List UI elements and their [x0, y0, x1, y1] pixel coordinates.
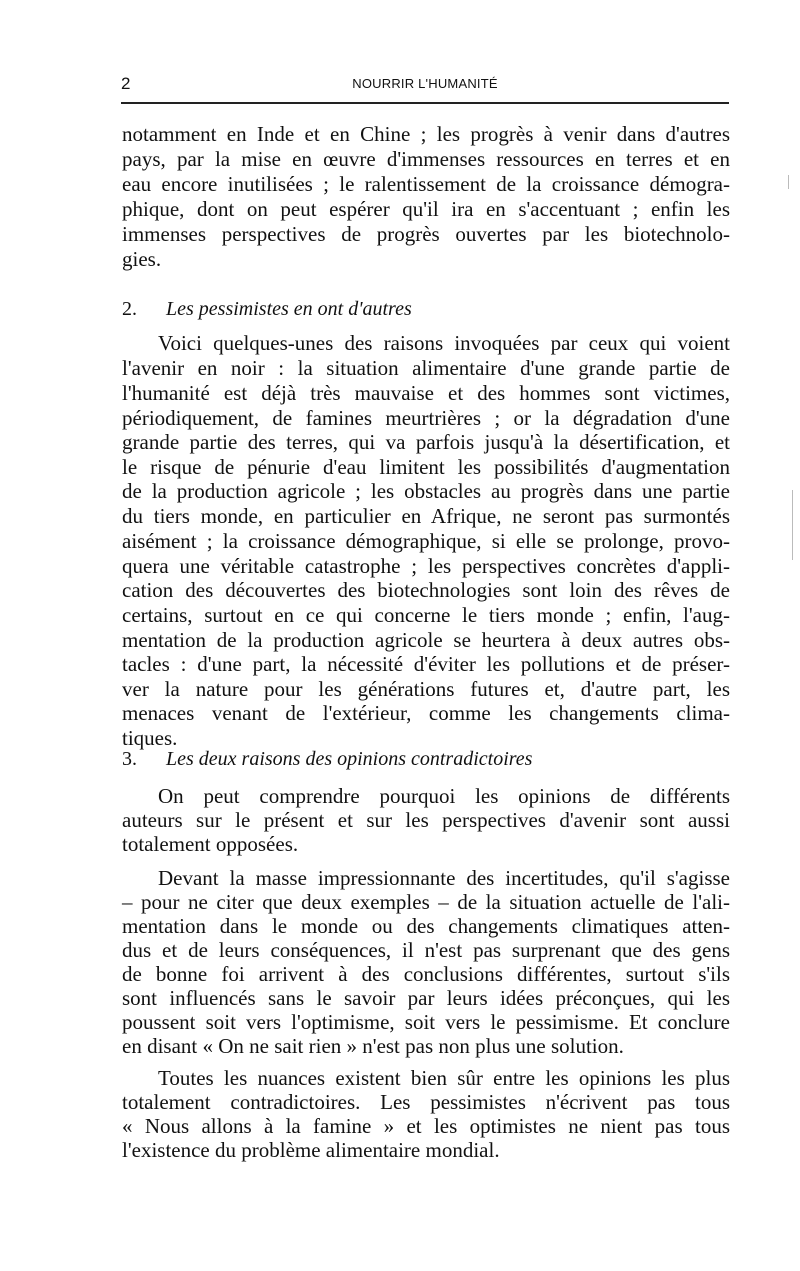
section-heading-2: [122, 298, 412, 321]
text-line: de bonne foi arrivent à des conclusions différentes, surtout s'ils: [122, 962, 730, 986]
text-line: le risque de pénurie d'eau limitent les possibilités d'augmentation: [122, 455, 730, 479]
section-title: Les deux raisons des opinions contradictoires: [166, 748, 533, 770]
text-line: mentation de la production agricole se heurtera à deux autres obs-: [122, 628, 730, 652]
section-number: 3.: [122, 748, 137, 770]
text-line: Devant la masse impressionnante des incertitudes, qu'il s'agisse: [158, 866, 730, 890]
text-line: ver la nature pour les générations futures et, d'autre part, les: [122, 677, 730, 701]
text-line: sont influencés sans le savoir par leurs idées préconçues, qui les: [122, 986, 730, 1010]
running-title: NOURRIR L'HUMANITÉ: [352, 76, 498, 91]
text-line: phique, dont on peut espérer qu'il ira en s'accentuant ; enfin les: [122, 197, 730, 221]
text-line: l'humanité est déjà très mauvaise et des hommes sont victimes,: [122, 381, 730, 405]
section-heading-3: [122, 748, 532, 771]
text-line: dus et de leurs conséquences, il n'est pas surprenant que des gens: [122, 938, 730, 962]
page-header: [121, 70, 729, 102]
text-line: certains, surtout en ce qui concerne le tiers monde ; enfin, l'aug-: [122, 603, 730, 627]
text-line: auteurs sur le présent et sur les perspectives d'avenir sont aussi: [122, 808, 730, 832]
text-line: de la production agricole ; les obstacles au progrès dans une partie: [122, 479, 730, 503]
text-line: périodiquement, de famines meurtrières ; or la dégradation d'une: [122, 406, 730, 430]
text-line: pays, par la mise en œuvre d'immenses ressources en terres et en: [122, 147, 730, 171]
text-line: l'existence du problème alimentaire mondial.: [122, 1138, 500, 1162]
text-line: du tiers monde, en particulier en Afrique, ne seront pas surmontés: [122, 504, 730, 528]
text-line: grande partie des terres, qui va parfois jusqu'à la désertification, et: [122, 430, 730, 454]
text-line: On peut comprendre pourquoi les opinions de différents: [158, 784, 730, 808]
text-line: immenses perspectives de progrès ouvertes par les biotechnolo-: [122, 222, 730, 246]
text-line: totalement opposées.: [122, 832, 299, 856]
section-title: Les pessimistes en ont d'autres: [166, 298, 412, 320]
text-line: Toutes les nuances existent bien sûr entre les opinions les plus: [158, 1066, 730, 1090]
page-number: 2: [121, 74, 131, 93]
text-line: tiques.: [122, 726, 178, 750]
text-line: aisément ; la croissance démographique, si elle se prolonge, provo-: [122, 529, 730, 553]
text-line: poussent soit vers l'optimisme, soit vers le pessimisme. Et conclure: [122, 1010, 730, 1034]
section-number: 2.: [122, 298, 137, 320]
text-line: l'avenir en noir : la situation alimentaire d'une grande partie de: [122, 356, 730, 380]
text-line: totalement contradictoires. Les pessimistes n'écrivent pas tous: [122, 1090, 730, 1114]
text-line: en disant « On ne sait rien » n'est pas non plus une solution.: [122, 1034, 624, 1058]
text-line: menaces venant de l'extérieur, comme les changements clima-: [122, 701, 730, 725]
text-line: mentation dans le monde ou des changements climatiques atten-: [122, 914, 730, 938]
text-line: Voici quelques-unes des raisons invoquées par ceux qui voient: [158, 331, 730, 355]
header-rule: [121, 102, 729, 104]
text-line: eau encore inutilisées ; le ralentissement de la croissance démogra-: [122, 172, 730, 196]
scan-artifact: [788, 175, 789, 189]
text-line: « Nous allons à la famine » et les optimistes ne nient pas tous: [122, 1114, 730, 1138]
text-line: tacles : d'une part, la nécessité d'éviter les pollutions et de préser-: [122, 652, 730, 676]
text-line: gies.: [122, 247, 162, 271]
scan-artifact: [792, 490, 793, 560]
text-line: notamment en Inde et en Chine ; les progrès à venir dans d'autres: [122, 122, 730, 146]
text-line: – pour ne citer que deux exemples – de la situation actuelle de l'ali-: [122, 890, 730, 914]
text-line: cation des découvertes des biotechnologies sont loin des rêves de: [122, 578, 730, 602]
text-line: quera une véritable catastrophe ; les perspectives concrètes d'appli-: [122, 554, 730, 578]
